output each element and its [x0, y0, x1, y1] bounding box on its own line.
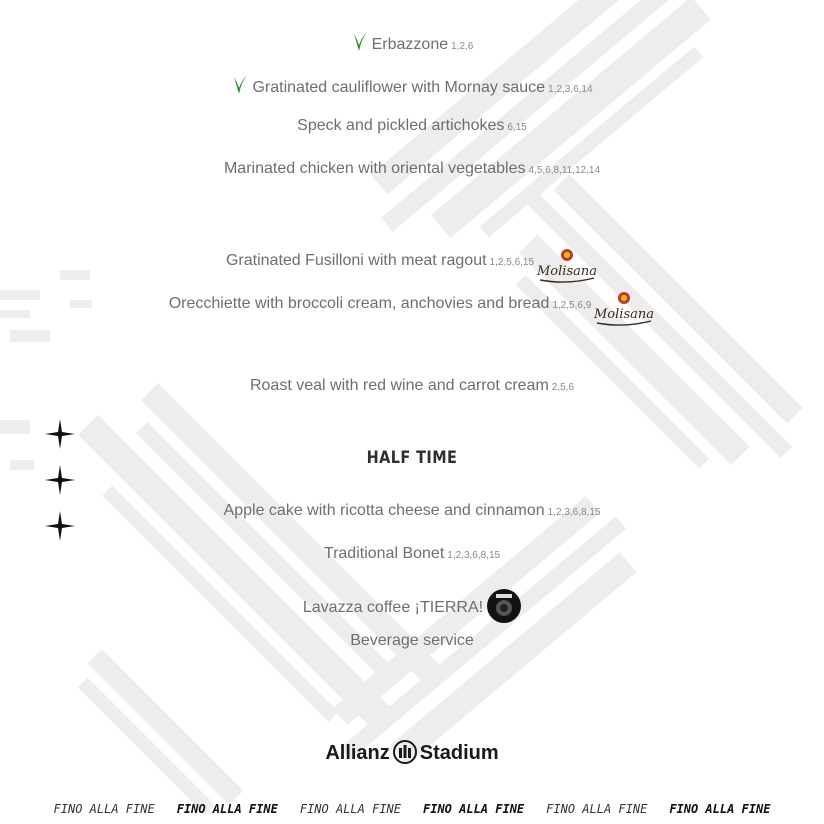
tierra-logo — [487, 589, 521, 623]
svg-text:Molisana: Molisana — [594, 307, 655, 322]
dish-name: Gratinated cauliflower with Mornay sauce — [252, 79, 546, 96]
dish-name: Roast veal with red wine and carrot cream — [249, 377, 549, 394]
la-molisana-logo — [536, 247, 598, 287]
dish-name: Gratinated Fusilloni with meat ragout — [225, 252, 487, 269]
allergen-codes: 1,2,6 — [451, 41, 474, 52]
footer-slogan: FINO ALLA FINE — [423, 802, 525, 816]
allergen-codes: 2,5,6 — [551, 382, 575, 393]
menu-item-orecchiette — [0, 290, 824, 330]
allergen-codes: 6,15 — [507, 122, 527, 133]
menu-item-bonet — [0, 545, 824, 563]
leaf-icon — [231, 73, 249, 95]
allergen-codes: 1,2,3,6,14 — [548, 84, 593, 95]
logo-text-left: Allianz — [325, 742, 390, 764]
svg-text:Molisana: Molisana — [537, 264, 598, 279]
allianz-stadium-logo — [0, 740, 824, 765]
menu-item-chicken — [0, 160, 824, 178]
dish-name: Orecchiette with broccoli cream, anchovies and bread — [168, 295, 550, 312]
menu-item-veal — [0, 377, 824, 395]
footer-slogan: FINO ALLA FINE — [546, 802, 648, 816]
menu-item-speck — [0, 117, 824, 135]
menu-item-coffee — [0, 589, 824, 623]
la-molisana-logo — [593, 290, 655, 330]
menu-item-erbazzone — [0, 30, 824, 54]
menu-item-fusilloni — [0, 247, 824, 287]
footer-slogan-strip — [0, 802, 824, 820]
sparkle-icon — [45, 419, 75, 449]
dish-name: Marinated chicken with oriental vegetables — [223, 160, 526, 177]
dish-name: Beverage service — [350, 632, 474, 649]
section-title-half-time: HALF TIME — [366, 448, 458, 468]
footer-slogan: FINO ALLA FINE — [53, 802, 155, 816]
menu-item-beverage — [0, 632, 824, 650]
footer-slogan: FINO ALLA FINE — [299, 802, 401, 816]
leaf-icon — [351, 30, 369, 52]
allergen-codes: 1,2,5,6,9 — [552, 300, 592, 311]
allergen-codes: 1,2,3,6,8,15 — [547, 507, 601, 518]
sparkle-icon — [45, 465, 75, 495]
allergen-codes: 1,2,3,6,8,15 — [447, 550, 501, 561]
dish-name: Speck and pickled artichokes — [297, 117, 505, 134]
footer-slogan: FINO ALLA FINE — [176, 802, 278, 816]
dish-name: Erbazzone — [371, 36, 449, 53]
allergen-codes: 4,5,6,8,11,12,14 — [528, 165, 601, 176]
dish-name: Traditional Bonet — [323, 545, 445, 562]
footer-slogan: FINO ALLA FINE — [669, 802, 771, 816]
dish-name: Lavazza coffee ¡TIERRA! — [302, 599, 484, 616]
menu-item-cauliflower — [0, 73, 824, 97]
dish-name: Apple cake with ricotta cheese and cinnamon — [223, 502, 545, 519]
menu-item-apple-cake — [0, 502, 824, 520]
allergen-codes: 1,2,5,6,15 — [489, 257, 535, 268]
logo-text-right: Stadium — [419, 742, 499, 764]
allianz-eagle-icon — [393, 740, 417, 764]
